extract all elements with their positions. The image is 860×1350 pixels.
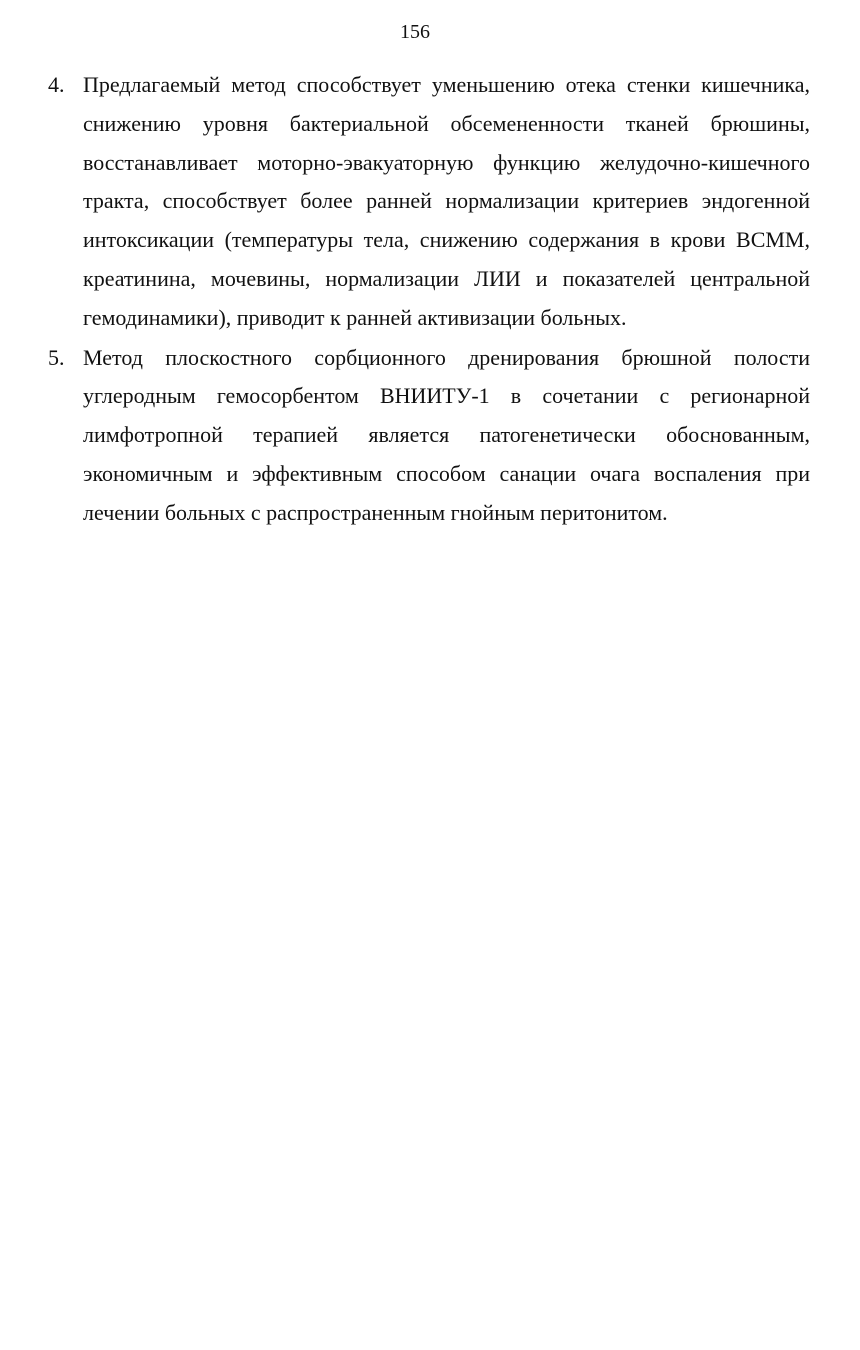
conclusions-list	[48, 66, 810, 534]
conclusion-text: Предлагаемый метод способствует уменьшению отека стенки кишечника, снижению уровня бактериальной обсемененности тканей брюшины, восстанавливает моторно-эвакуаторную функцию желудочно-кишечного тракта, способствует более ранней нормализации критериев эндогенной интоксикации (температуры тела, снижению содержания в крови ВСММ, креатинина, мочевины, нормализации ЛИИ и показателей центральной гемодинамики), приводит к ранней активизации больных.	[83, 72, 810, 330]
page-number: 156	[400, 21, 430, 43]
conclusion-item-4	[48, 66, 810, 338]
conclusion-number: 4.	[48, 72, 65, 97]
conclusion-text: Метод плоскостного сорбционного дренирования брюшной полости углеродным гемосорбентом ВНИИТУ-1 в сочетании с регионарной лимфотропной терапией является патогенетически обоснованным, экономичным и эффективным способом санации очага воспаления при лечении больных с распространенным гнойным перитонитом.	[83, 344, 810, 525]
conclusion-item-5	[48, 339, 810, 533]
conclusion-number: 5.	[48, 344, 65, 370]
